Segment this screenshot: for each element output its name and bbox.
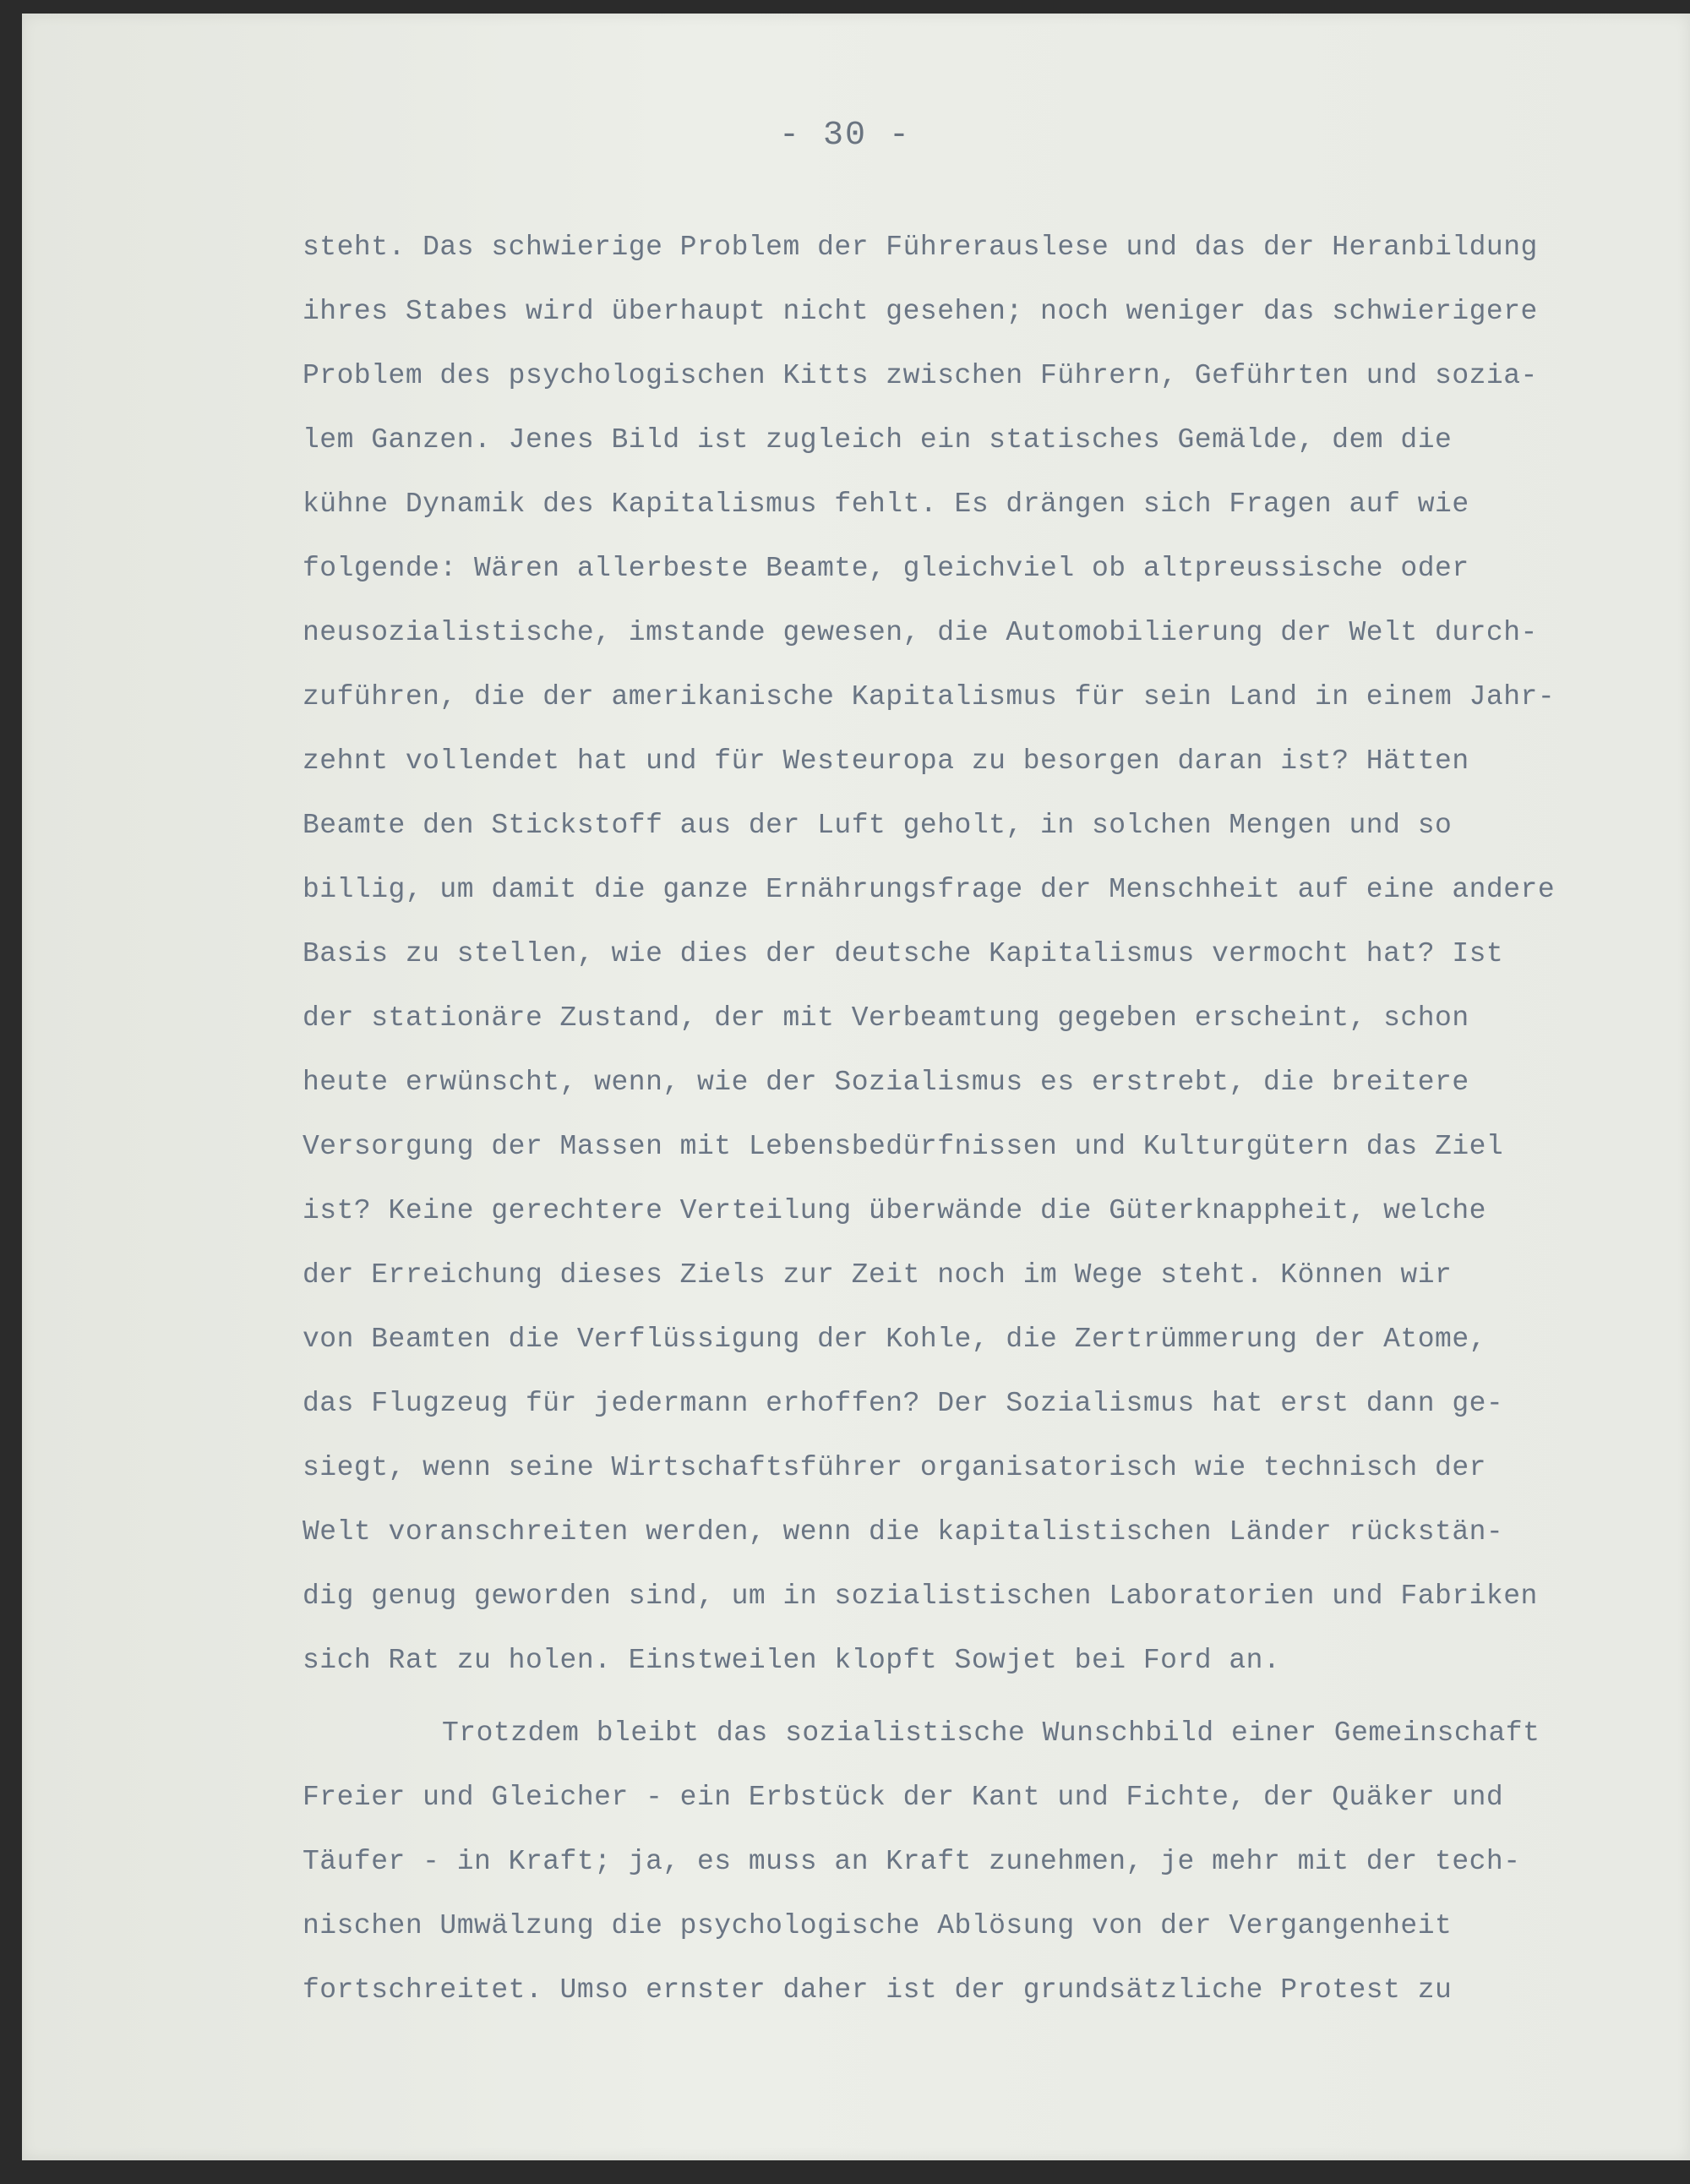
- text-line: zuführen, die der amerikanische Kapitalismus für sein Land in einem Jahr-: [303, 681, 1556, 713]
- text-line: kühne Dynamik des Kapitalismus fehlt. Es drängen sich Fragen auf wie: [303, 489, 1469, 520]
- page-number: - 30 -: [778, 117, 912, 155]
- text-line: lem Ganzen. Jenes Bild ist zugleich ein statisches Gemälde, dem die: [303, 424, 1453, 456]
- text-line: der Erreichung dieses Ziels zur Zeit noch im Wege steht. Können wir: [303, 1259, 1453, 1291]
- text-line: Versorgung der Massen mit Lebensbedürfnissen und Kulturgütern das Ziel: [303, 1131, 1504, 1162]
- text-line: Welt voranschreiten werden, wenn die kapitalistischen Länder rückstän-: [303, 1516, 1504, 1548]
- text-line: der stationäre Zustand, der mit Verbeamtung gegeben erscheint, schon: [303, 1002, 1469, 1034]
- paragraph-gap: [303, 1693, 1688, 1701]
- text-line: siegt, wenn seine Wirtschaftsführer organisatorisch wie technisch der: [303, 1452, 1486, 1483]
- text-line: Problem des psychologischen Kitts zwischen Führern, Geführten und sozia-: [303, 360, 1538, 391]
- text-line: Beamte den Stickstoff aus der Luft geholt, in solchen Mengen und so: [303, 810, 1453, 841]
- text-line: steht. Das schwierige Problem der Führerauslese und das der Heranbildung: [303, 232, 1538, 263]
- text-line: nischen Umwälzung die psychologische Ablösung von der Vergangenheit: [303, 1910, 1453, 1941]
- text-line: Freier und Gleicher - ein Erbstück der Kant und Fichte, der Quäker und: [303, 1782, 1504, 1813]
- typed-body-text: [303, 216, 1688, 2023]
- text-line: Täufer - in Kraft; ja, es muss an Kraft zunehmen, je mehr mit der tech-: [303, 1846, 1521, 1877]
- text-line: ihres Stabes wird überhaupt nicht gesehen; noch weniger das schwierigere: [303, 296, 1538, 327]
- text-line: von Beamten die Verflüssigung der Kohle, die Zertrümmerung der Atome,: [303, 1324, 1486, 1355]
- text-line: folgende: Wären allerbeste Beamte, gleichviel ob altpreussische oder: [303, 553, 1469, 584]
- text-line: ist? Keine gerechtere Verteilung überwände die Güterknappheit, welche: [303, 1195, 1486, 1226]
- text-line: sich Rat zu holen. Einstweilen klopft Sowjet bei Ford an.: [303, 1645, 1281, 1676]
- text-line: Basis zu stellen, wie dies der deutsche Kapitalismus vermocht hat? Ist: [303, 938, 1504, 969]
- text-line: neusozialistische, imstande gewesen, die Automobilierung der Welt durch-: [303, 617, 1538, 648]
- text-line: billig, um damit die ganze Ernährungsfrage der Menschheit auf eine andere: [303, 874, 1556, 905]
- text-line-indented: Trotzdem bleibt das sozialistische Wunschbild einer Gemeinschaft: [442, 1717, 1540, 1749]
- text-line: dig genug geworden sind, um in sozialistischen Laboratorien und Fabriken: [303, 1581, 1538, 1612]
- text-line: heute erwünscht, wenn, wie der Sozialismus es erstrebt, die breitere: [303, 1067, 1469, 1098]
- text-line: fortschreitet. Umso ernster daher ist der grundsätzliche Protest zu: [303, 1974, 1453, 2006]
- text-line: das Flugzeug für jedermann erhoffen? Der Sozialismus hat erst dann ge-: [303, 1388, 1504, 1419]
- text-line: zehnt vollendet hat und für Westeuropa zu besorgen daran ist? Hätten: [303, 745, 1469, 777]
